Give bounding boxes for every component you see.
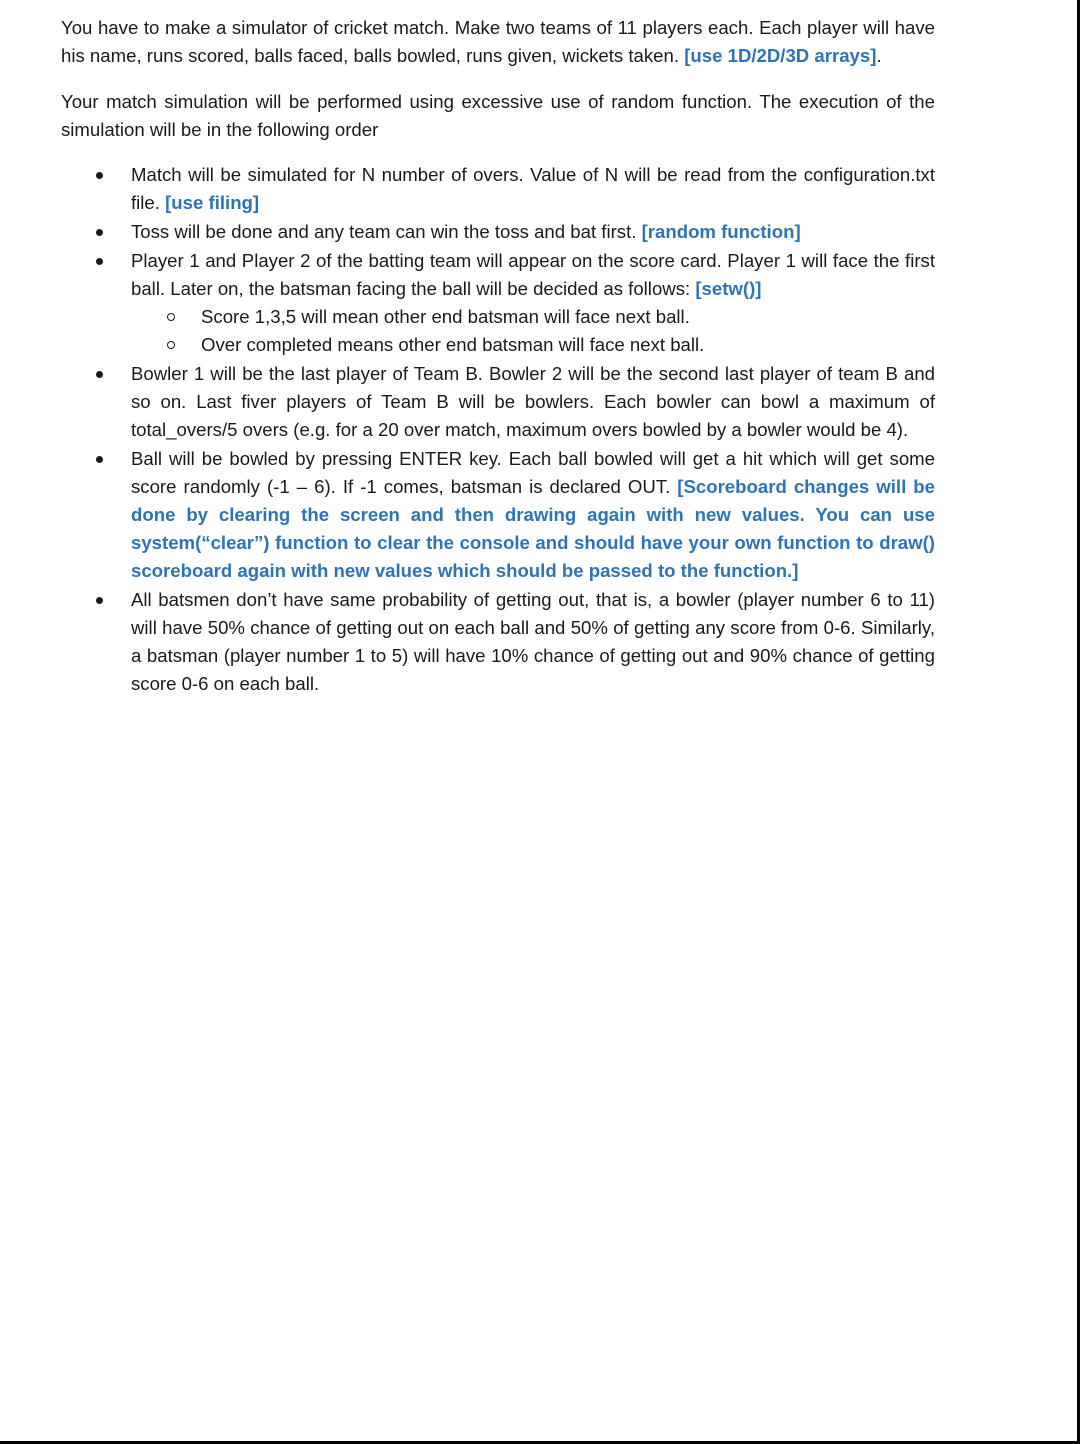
list-item (61, 445, 935, 585)
list-item-text: All batsmen don’t have same probability of getting out, that is, a bowler (player number 6 to 11) will have 50% chance of getting out on each ball and 50% of getting any score from 0-6. Similarly, a batsman (player number 1 to 5) will have 10% chance of getting out and 90% chance of getting score 0-6 on each ball. (131, 589, 935, 694)
list-item-highlight: [Scoreboard changes will be done by clearing the screen and then drawing again with new values. You can use system(“clear”) function to clear the console and should have your own function to draw() scoreboard again with new values which should be passed to the function.] (131, 476, 935, 581)
list-item-text: Bowler 1 will be the last player of Team B. Bowler 2 will be the second last player of team B and so on. Last fiver players of Team B will be bowlers. Each bowler can bowl a maximum of total_overs/5 overs (e.g. for a 20 over match, maximum overs bowled by a bowler would be 4). (131, 363, 935, 440)
list-item-highlight: [random function] (641, 221, 801, 242)
intro-highlight: [use 1D/2D/3D arrays] (684, 45, 877, 66)
list-item (61, 161, 935, 217)
list-item (61, 586, 935, 698)
list-item (61, 218, 935, 246)
list-item (61, 360, 935, 444)
sub-list-item-text: Over completed means other end batsman will face next ball. (201, 334, 705, 355)
intro-paragraph (61, 14, 935, 70)
list-item-text: Player 1 and Player 2 of the batting team will appear on the score card. Player 1 will face the first ball. Later on, the batsman facing the ball will be decided as follows: (131, 250, 935, 299)
list-item-text: Ball will be bowled by pressing ENTER key. Each ball bowled will get a hit which will get some score randomly (-1 – 6). If -1 comes, batsman is declared OUT. (131, 448, 935, 497)
circle-bullet-icon (167, 341, 175, 349)
list-item-highlight: [setw()] (695, 278, 762, 299)
bullet-icon (96, 456, 103, 463)
intro-tail: . (876, 45, 882, 66)
bullet-icon (96, 172, 103, 179)
sub-list-item (131, 303, 935, 331)
sub-list (131, 303, 935, 359)
intro-text: You have to make a simulator of cricket match. Make two teams of 11 players each. Each player will have his name, runs scored, balls faced, balls bowled, runs given, wickets taken. (61, 17, 935, 66)
circle-bullet-icon (167, 313, 175, 321)
list-item-text: Toss will be done and any team can win the toss and bat first. (131, 221, 642, 242)
bullet-icon (96, 258, 103, 265)
list-item (61, 247, 935, 359)
bullet-icon (96, 371, 103, 378)
simulation-paragraph: Your match simulation will be performed using excessive use of random function. The execution of the simulation will be in the following order (61, 91, 935, 140)
sub-list-item (131, 331, 935, 359)
sub-list-item-text: Score 1,3,5 will mean other end batsman will face next ball. (201, 306, 690, 327)
document-content (61, 14, 935, 699)
requirements-list (61, 161, 935, 698)
bullet-icon (96, 597, 103, 604)
list-item-highlight: [use filing] (165, 192, 260, 213)
bullet-icon (96, 229, 103, 236)
list-item-text: Match will be simulated for N number of overs. Value of N will be read from the configuration.txt file. (131, 164, 935, 213)
